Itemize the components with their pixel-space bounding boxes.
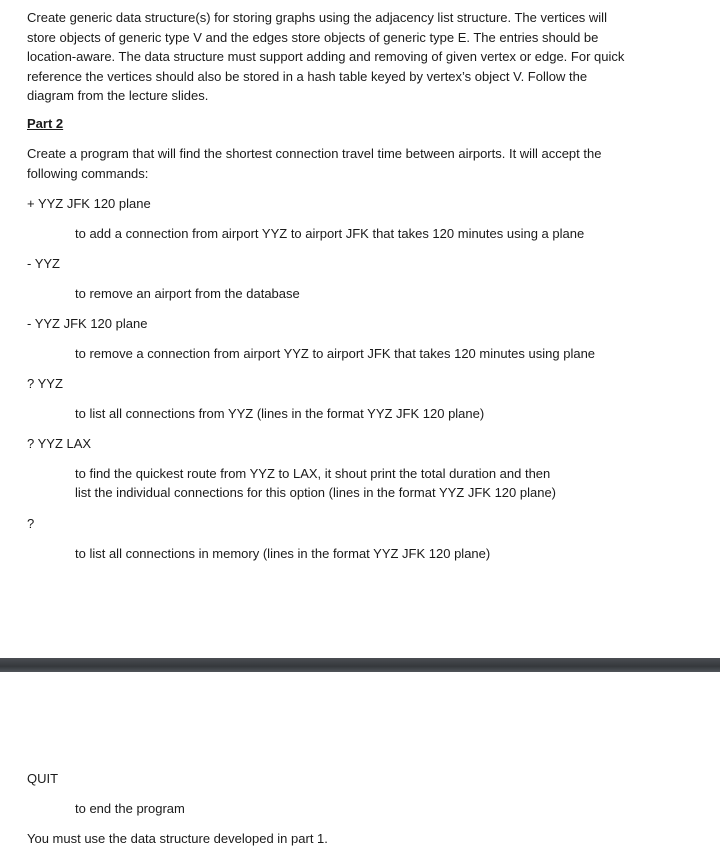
- command-remove-connection: - YYZ JFK 120 plane: [27, 316, 148, 331]
- intro-line: store objects of generic type V and the edges store objects of generic type E. The entries should be: [27, 29, 599, 45]
- command-description: to add a connection from airport YYZ to airport JFK that takes 120 minutes using a plane: [75, 226, 585, 241]
- command-description: to list all connections in memory (lines in the format YYZ JFK 120 plane): [75, 546, 491, 561]
- command-add-connection: + YYZ JFK 120 plane: [27, 196, 151, 211]
- part-heading: Part 2: [27, 116, 64, 131]
- command-list-airport: ? YYZ: [27, 376, 63, 391]
- task-line: Create a program that will find the shortest connection travel time between airports. It will accept the: [27, 146, 602, 161]
- intro-line: reference the vertices should also be stored in a hash table keyed by vertex’s object V. Follow the: [27, 68, 588, 84]
- command-description: to remove an airport from the database: [75, 286, 300, 301]
- intro-paragraph: [27, 8, 687, 106]
- command-quit: QUIT: [27, 771, 59, 786]
- command-description: to find the quickest route from YYZ to LAX, it shout print the total duration and then: [75, 466, 551, 481]
- command-list-all: ?: [27, 516, 35, 531]
- command-description: to list all connections from YYZ (lines in the format YYZ JFK 120 plane): [75, 406, 485, 421]
- command-remove-airport: - YYZ: [27, 256, 60, 271]
- task-line: following commands:: [27, 165, 149, 181]
- intro-line: diagram from the lecture slides.: [27, 88, 209, 103]
- command-description: to end the program: [75, 801, 185, 816]
- intro-line: Create generic data structure(s) for storing graphs using the adjacency list structure. The vertices will: [27, 10, 607, 25]
- intro-line: location-aware. The data structure must support adding and removing of given vertex or edge. For quick: [27, 49, 625, 64]
- closing-note: You must use the data structure developed in part 1.: [27, 831, 328, 846]
- task-paragraph: [27, 144, 687, 183]
- page-divider: [0, 658, 720, 672]
- command-quickest-route: ? YYZ LAX: [27, 436, 92, 451]
- command-description: list the individual connections for this option (lines in the format YYZ JFK 120 plane): [75, 485, 557, 500]
- command-description: to remove a connection from airport YYZ to airport JFK that takes 120 minutes using plane: [75, 346, 596, 361]
